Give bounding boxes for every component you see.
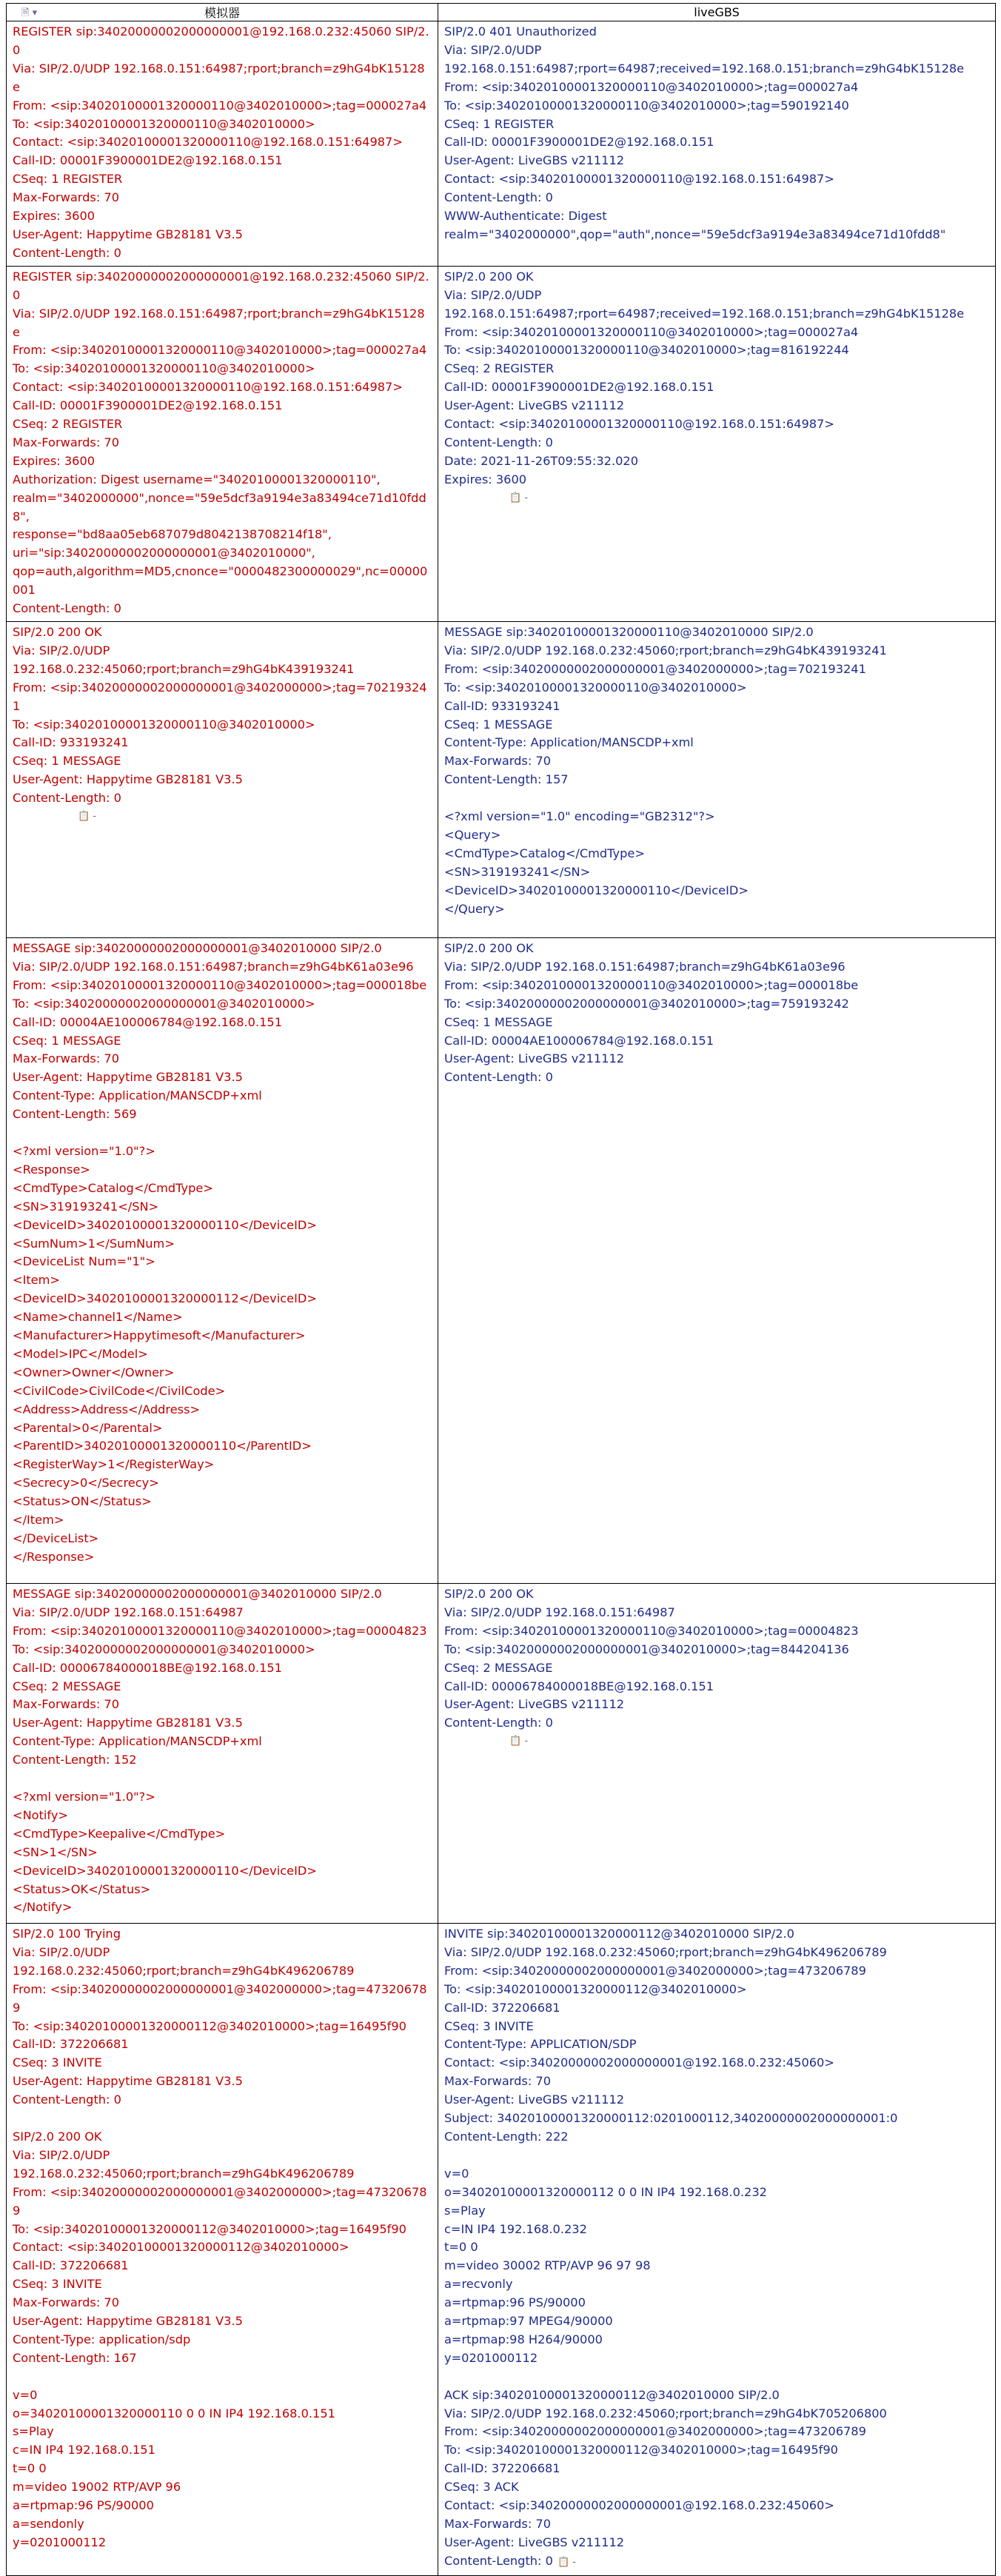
livegbs-cell [438,938,996,1584]
livegbs-cell [438,1584,996,1924]
livegbs-message-text: SIP/2.0 401 Unauthorized Via: SIP/2.0/UDP 192.168.0.151:64987;rport=64987;received=192.168.0.151;branch=z9hG4bK15128e From: <sip:34020100001320000110@3402010000>;tag=000027a4 To: <sip:34020100001320000110@3402010000>;tag=590192140 CSeq: 1 REGISTER Call-ID: 00001F3900001DE2@192.168.0.151 User-Agent: LiveGBS v211112 Contact: <sip:34020100001320000110@192.168.0.151:64987> Content-Length: 0 WWW-Authenticate: Digest realm="3402000000",qop="auth",nonce="59e5dcf3a9194e3a83494ce71d10fdd8" [444,24,965,241]
simulator-message-text: SIP/2.0 100 Trying Via: SIP/2.0/UDP 192.168.0.232:45060;rport;branch=z9hG4bK496206789 From: <sip:34020000002000000001@3402000000>;tag=473206789 To: <sip:34020100001320000112@3402010000>;tag=16495f90 Call-ID: 372206681 CSeq: 3 INVITE User-Agent: Happytime GB28181 V3.5 Content-Length: 0 SIP/2.0 200 OK Via: SIP/2.0/UDP 192.168.0.232:45060;rport;branch=z9hG4bK496206789 From: <sip:34020000002000000001@3402000000>;tag=473206789 To: <sip:34020100001320000112@3402010000>;tag=16495f90 Contact: <sip:34020100001320000112@3402010000> Call-ID: 372206681 CSeq: 3 INVITE Max-Forwards: 70 User-Agent: Happytime GB28181 V3.5 Content-Type: application/sdp Content-Length: 167 v=0 o=34020100001320000110 0 0 IN IP4 192.168.0.151 s=Play c=IN IP4 192.168.0.151 t=0 0 m=video 19002 RTP/AVP 96 a=rtpmap:96 PS/90000 a=sendonly y=0201000112 [13,1927,427,2549]
simulator-message-text: SIP/2.0 200 OK Via: SIP/2.0/UDP 192.168.0.232:45060;rport;branch=z9hG4bK439193241 From: <sip:34020000002000000001@3402000000>;tag=702193241 To: <sip:34020100001320000110@3402010000> Call-ID: 933193241 CSeq: 1 MESSAGE User-Agent: Happytime GB28181 V3.5 Content-Length: 0 [13,625,427,806]
paste-options-icon[interactable]: 📋 - [509,492,529,504]
simulator-cell [7,938,438,1584]
livegbs-message-text: SIP/2.0 200 OK Via: SIP/2.0/UDP 192.168.0.151:64987;branch=z9hG4bK61a03e96 From: <sip:34020100001320000110@3402010000>;tag=000018be To: <sip:34020000002000000001@3402010000>;tag=759193242 CSeq: 1 MESSAGE Call-ID: 00004AE100006784@192.168.0.151 User-Agent: LiveGBS v211112 Content-Length: 0 [444,941,859,1085]
livegbs-cell [438,622,996,938]
table-header-row [7,4,996,21]
simulator-message-text: MESSAGE sip:34020000002000000001@3402010000 SIP/2.0 Via: SIP/2.0/UDP 192.168.0.151:64987;branch=z9hG4bK61a03e96 From: <sip:34020100001320000110@3402010000>;tag=000018be To: <sip:34020000002000000001@3402010000> Call-ID: 00004AE100006784@192.168.0.151 CSeq: 1 MESSAGE Max-Forwards: 70 User-Agent: Happytime GB28181 V3.5 Content-Type: Application/MANSCDP+xml Content-Length: 569 <?xml version="1.0"?> <Response> <CmdType>Catalog</CmdType> <SN>319193241</SN> <DeviceID>34020100001320000110</DeviceID> <SumNum>1</SumNum> <DeviceList Num="1"> <Item> <DeviceID>34020100001320000112</DeviceID> <Name>channel1</Name> <Manufacturer>Happytimesoft</Manufacturer> <Model>IPC</Model> <Owner>Owner</Owner> <CivilCode>CivilCode</CivilCode> <Address>Address</Address> <Parental>0</Parental> <ParentID>34020100001320000110</ParentID> <RegisterWay>1</RegisterWay> <Secrecy>0</Secrecy> <Status>ON</Status> </Item> </DeviceList> </Response> [13,941,427,1564]
simulator-cell [7,622,438,938]
livegbs-cell [438,266,996,621]
paste-options-icon[interactable]: 📋 - [557,2556,576,2568]
table-row [7,1584,996,1924]
simulator-cell [7,1584,438,1924]
simulator-message-text: REGISTER sip:34020000002000000001@192.168.0.232:45060 SIP/2.0 Via: SIP/2.0/UDP 192.168.0.151:64987;rport;branch=z9hG4bK15128e From: <sip:34020100001320000110@3402010000>;tag=000027a4 To: <sip:34020100001320000110@3402010000> Contact: <sip:34020100001320000110@192.168.0.151:64987> Call-ID: 00001F3900001DE2@192.168.0.151 CSeq: 2 REGISTER Max-Forwards: 70 Expires: 3600 Authorization: Digest username="34020100001320000110", realm="3402000000",nonce="59e5dcf3a9194e3a83494ce71d10fdd8", response="bd8aa05eb687079d8042138708214f18", uri="sip:34020000002000000001@3402010000", qop=auth,algorithm=MD5,cnonce="0000482300000029",nc=00000001 Content-Length: 0 [13,269,429,616]
table-row [7,266,996,621]
paste-options-icon[interactable]: 📋 - [509,1736,529,1747]
table-row [7,21,996,267]
table-row [7,1924,996,2576]
livegbs-message-text: SIP/2.0 200 OK Via: SIP/2.0/UDP 192.168.0.151:64987 From: <sip:34020100001320000110@3402010000>;tag=00004823 To: <sip:34020000002000000001@3402010000>;tag=844204136 CSeq: 2 MESSAGE Call-ID: 00006784000018BE@192.168.0.151 User-Agent: LiveGBS v211112 Content-Length: 0 [444,1587,859,1730]
simulator-cell [7,21,438,267]
header-simulator [7,4,438,21]
sip-message-table [6,3,996,2576]
livegbs-cell [438,1924,996,2576]
simulator-cell [7,266,438,621]
livegbs-message-text: SIP/2.0 200 OK Via: SIP/2.0/UDP 192.168.0.151:64987;rport=64987;received=192.168.0.151;branch=z9hG4bK15128e From: <sip:34020100001320000110@3402010000>;tag=000027a4 To: <sip:34020100001320000110@3402010000>;tag=816192244 CSeq: 2 REGISTER Call-ID: 00001F3900001DE2@192.168.0.151 User-Agent: LiveGBS v211112 Contact: <sip:34020100001320000110@192.168.0.151:64987> Content-Length: 0 Date: 2021-11-26T09:55:32.020 Expires: 3600 [444,269,965,486]
header-simulator-label: 模拟器 [204,6,240,20]
paste-options-icon[interactable]: 📋 - [78,811,97,823]
simulator-message-text: REGISTER sip:34020000002000000001@192.168.0.232:45060 SIP/2.0 Via: SIP/2.0/UDP 192.168.0.151:64987;rport;branch=z9hG4bK15128e From: <sip:34020100001320000110@3402010000>;tag=000027a4 To: <sip:34020100001320000110@3402010000> Contact: <sip:34020100001320000110@192.168.0.151:64987> Call-ID: 00001F3900001DE2@192.168.0.151 CSeq: 1 REGISTER Max-Forwards: 70 Expires: 3600 User-Agent: Happytime GB28181 V3.5 Content-Length: 0 [13,24,429,260]
simulator-cell [7,1924,438,2576]
livegbs-message-text: INVITE sip:34020100001320000112@3402010000 SIP/2.0 Via: SIP/2.0/UDP 192.168.0.232:45060;rport;branch=z9hG4bK496206789 From: <sip:34020000002000000001@3402000000>;tag=473206789 To: <sip:34020100001320000112@3402010000> Call-ID: 372206681 CSeq: 3 INVITE Content-Type: APPLICATION/SDP Contact: <sip:34020000002000000001@192.168.0.232:45060> Max-Forwards: 70 User-Agent: LiveGBS v211112 Subject: 34020100001320000112:0201000112,34020000002000000001:0 Content-Length: 222 v=0 o=34020100001320000112 0 0 IN IP4 192.168.0.232 s=Play c=IN IP4 192.168.0.232 t=0 0 m=video 30002 RTP/AVP 96 97 98 a=recvonly a=rtpmap:96 PS/90000 a=rtpmap:97 MPEG4/90000 a=rtpmap:98 H264/90000 y=0201000112 ACK sip:34020100001320000112@3402010000 SIP/2.0 Via: SIP/2.0/UDP 192.168.0.232:45060;rport;branch=z9hG4bK705206800 From: <sip:34020000002000000001@3402000000>;tag=473206789 To: <sip:34020100001320000112@3402010000>;tag=16495f90 Call-ID: 372206681 CSeq: 3 ACK Contact: <sip:34020000002000000001@192.168.0.232:45060> Max-Forwards: 70 User-Agent: LiveGBS v211112 Content-Length: 0 📋 - [444,1925,989,2572]
livegbs-cell [438,21,996,267]
header-livegbs-label: liveGBS [694,5,740,19]
document-icon: 🗎 ▾ [21,7,38,19]
livegbs-message-text: MESSAGE sip:34020100001320000110@3402010000 SIP/2.0 Via: SIP/2.0/UDP 192.168.0.232:45060;rport;branch=z9hG4bK439193241 From: <sip:34020000002000000001@3402000000>;tag=702193241 To: <sip:34020100001320000110@3402010000> Call-ID: 933193241 CSeq: 1 MESSAGE Content-Type: Application/MANSCDP+xml Max-Forwards: 70 Content-Length: 157 <?xml version="1.0" encoding="GB2312"?> <Query> <CmdType>Catalog</CmdType> <SN>319193241</SN> <DeviceID>34020100001320000110</DeviceID> </Query> [444,625,887,916]
table-row [7,938,996,1584]
simulator-message-text: MESSAGE sip:34020000002000000001@3402010000 SIP/2.0 Via: SIP/2.0/UDP 192.168.0.151:64987 From: <sip:34020100001320000110@3402010000>;tag=00004823 To: <sip:34020000002000000001@3402010000> Call-ID: 00006784000018BE@192.168.0.151 CSeq: 2 MESSAGE Max-Forwards: 70 User-Agent: Happytime GB28181 V3.5 Content-Type: Application/MANSCDP+xml Content-Length: 152 <?xml version="1.0"?> <Notify> <CmdType>Keepalive</CmdType> <SN>1</SN> <DeviceID>34020100001320000110</DeviceID> <Status>OK</Status> </Notify> [13,1587,427,1915]
header-livegbs [438,4,996,21]
table-row [7,622,996,938]
